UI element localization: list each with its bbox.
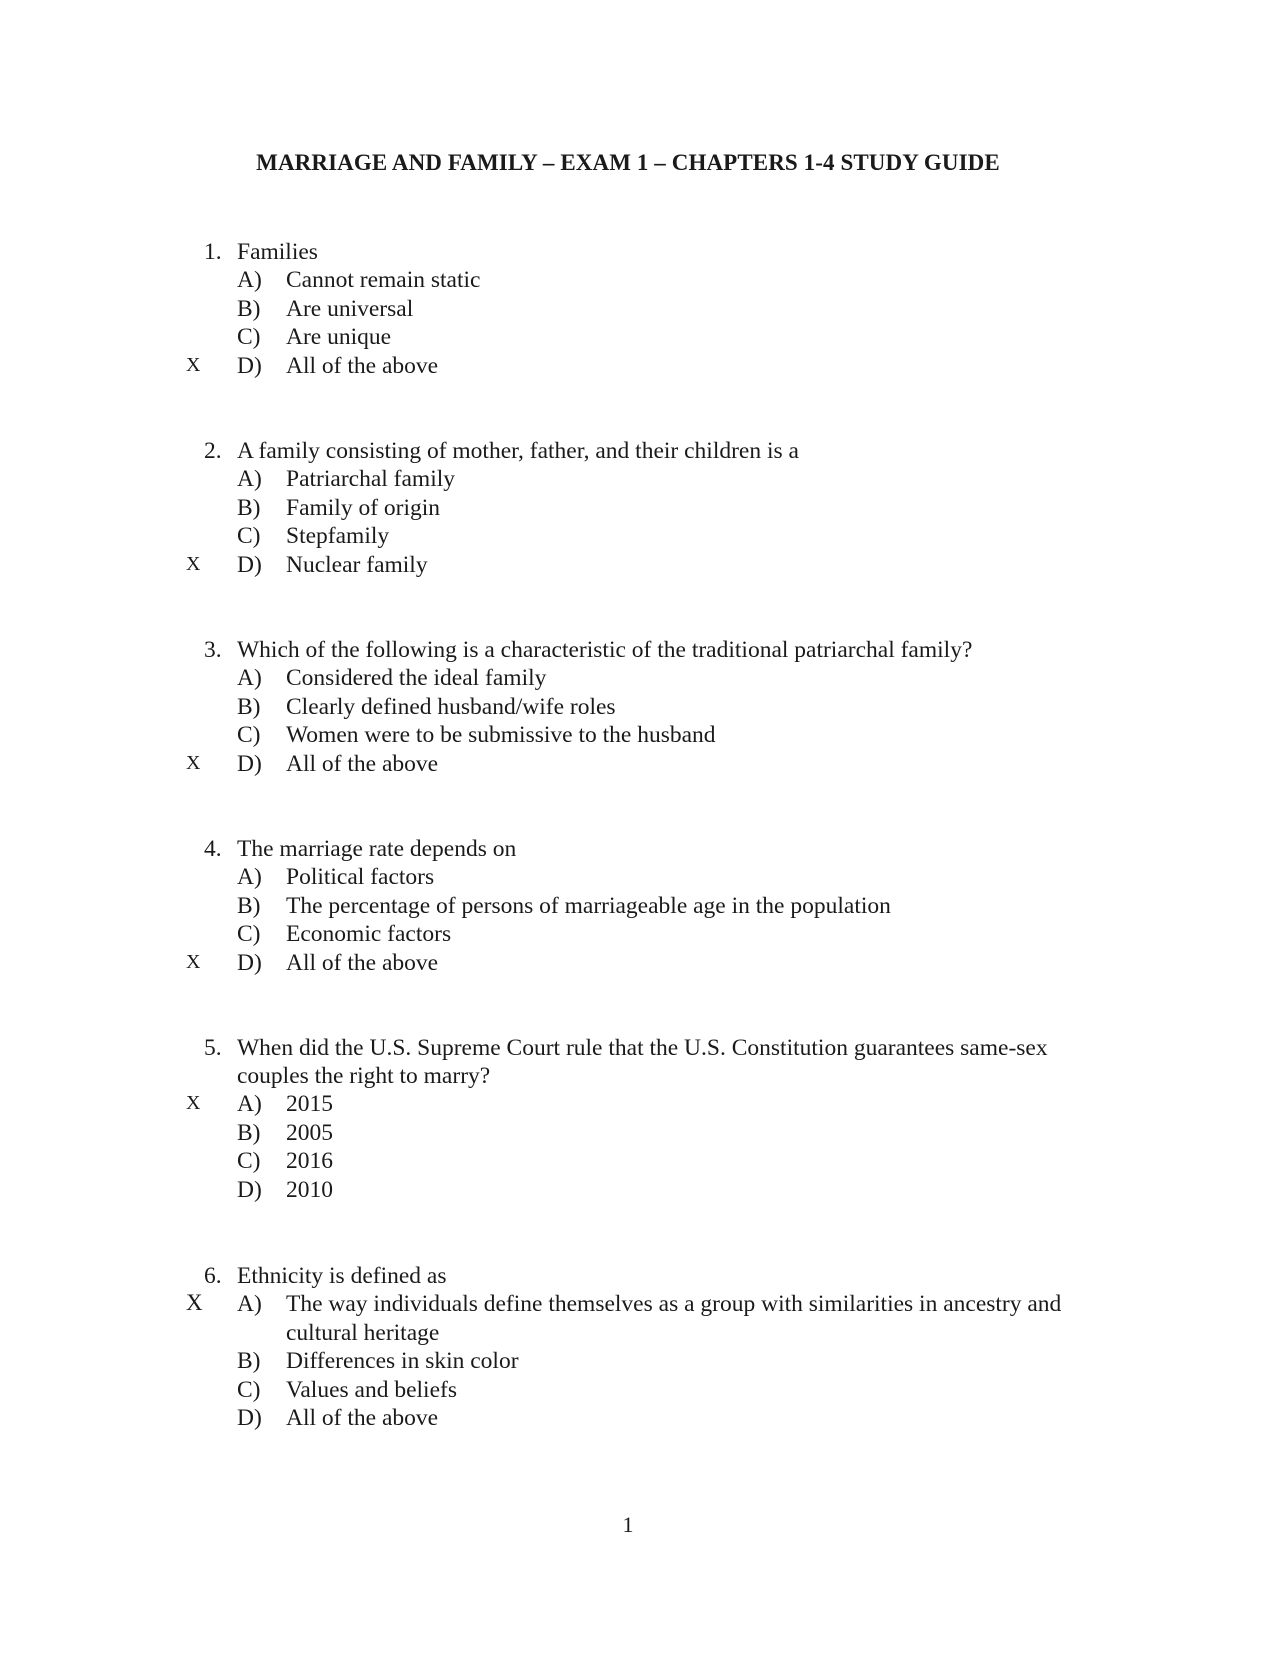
option-b <box>0 892 1280 921</box>
option-letter: D) <box>237 1405 262 1431</box>
option-a <box>0 863 1280 892</box>
option-a <box>0 266 1280 295</box>
option-letter: A) <box>237 466 262 492</box>
question-1 <box>0 238 1280 380</box>
option-letter: D) <box>237 750 262 777</box>
answer-mark: X <box>186 950 201 973</box>
option-text: Stepfamily <box>286 523 390 549</box>
option-letter: D) <box>237 551 262 578</box>
option-text: Considered the ideal family <box>286 665 547 691</box>
option-d <box>0 551 1280 580</box>
option-text: 2010 <box>286 1176 333 1203</box>
option-a <box>0 1090 1280 1119</box>
option-c <box>0 920 1280 949</box>
option-letter: D) <box>237 1176 262 1203</box>
option-d <box>0 949 1280 978</box>
question-number: 1. <box>204 239 222 265</box>
option-text: Women were to be submissive to the husband <box>286 722 716 748</box>
option-b <box>0 494 1280 523</box>
option-text: Are unique <box>286 324 392 350</box>
option-c <box>0 721 1280 750</box>
question-number: 4. <box>204 836 222 862</box>
option-text: Values and beliefs <box>286 1376 457 1403</box>
question-text: When did the U.S. Supreme Court rule that the U.S. Constitution guarantees same-sex <box>237 1035 1048 1061</box>
option-text: All of the above <box>286 750 439 777</box>
option-b <box>0 1119 1280 1148</box>
option-a <box>0 664 1280 693</box>
option-letter: D) <box>237 949 262 976</box>
question-text: Ethnicity is defined as <box>237 1263 447 1289</box>
option-letter: C) <box>237 523 261 549</box>
option-b <box>0 1347 1280 1376</box>
page-number: 1 <box>622 1512 634 1537</box>
answer-mark: X <box>186 552 201 575</box>
option-text-continued: cultural heritage <box>286 1319 440 1346</box>
question-number: 6. <box>204 1263 222 1289</box>
option-text: Family of origin <box>286 494 441 521</box>
option-letter: A) <box>237 267 262 293</box>
option-text: The way individuals define themselves as a group with similarities in ancestry and <box>286 1291 1062 1317</box>
question-3 <box>0 636 1280 778</box>
option-letter: D) <box>237 352 262 379</box>
answer-mark: X <box>186 1092 201 1114</box>
option-letter: A) <box>237 665 262 691</box>
option-d <box>0 750 1280 779</box>
option-letter: B) <box>237 892 261 919</box>
question-number: 5. <box>204 1035 222 1061</box>
option-c <box>0 323 1280 352</box>
option-d <box>0 1176 1280 1205</box>
question-number: 3. <box>204 637 222 663</box>
option-letter: B) <box>237 1119 261 1146</box>
option-text: The percentage of persons of marriageable age in the population <box>286 892 891 919</box>
option-letter: A) <box>237 1291 262 1317</box>
question-text: A family consisting of mother, father, and their children is a <box>237 438 799 464</box>
page-title: MARRIAGE AND FAMILY – EXAM 1 – CHAPTERS 1-4 STUDY GUIDE <box>256 150 1000 175</box>
option-letter: C) <box>237 921 261 947</box>
question-2 <box>0 437 1280 579</box>
option-text: 2016 <box>286 1148 333 1174</box>
option-b <box>0 295 1280 324</box>
option-a <box>0 465 1280 494</box>
option-letter: C) <box>237 722 261 748</box>
option-letter: C) <box>237 1148 261 1174</box>
option-text: All of the above <box>286 1405 439 1431</box>
question-text: The marriage rate depends on <box>237 836 517 862</box>
option-text: Political factors <box>286 864 435 890</box>
question-text: Which of the following is a characteristic of the traditional patriarchal family? <box>237 637 973 663</box>
option-b <box>0 693 1280 722</box>
option-letter: B) <box>237 693 261 720</box>
option-c <box>0 522 1280 551</box>
question-text-continued: couples the right to marry? <box>237 1063 491 1089</box>
option-text: All of the above <box>286 949 439 976</box>
option-letter: C) <box>237 1376 261 1403</box>
option-text: Patriarchal family <box>286 466 455 492</box>
option-text: Cannot remain static <box>286 267 481 293</box>
option-c <box>0 1376 1280 1405</box>
option-text: Are universal <box>286 295 414 322</box>
option-letter: C) <box>237 324 261 350</box>
option-a <box>0 1290 1280 1319</box>
answer-mark: X <box>186 1290 203 1315</box>
option-letter: A) <box>237 864 262 890</box>
option-letter: A) <box>237 1091 262 1117</box>
option-letter: B) <box>237 1348 261 1374</box>
option-d <box>0 352 1280 381</box>
question-6 <box>0 1262 1280 1433</box>
answer-mark: X <box>186 751 201 774</box>
option-d <box>0 1404 1280 1433</box>
option-text: Nuclear family <box>286 551 428 578</box>
question-4 <box>0 835 1280 977</box>
option-c <box>0 1147 1280 1176</box>
question-number: 2. <box>204 438 222 464</box>
option-text: Economic factors <box>286 921 452 947</box>
option-text: 2015 <box>286 1091 333 1117</box>
answer-mark: X <box>186 353 201 376</box>
option-text: All of the above <box>286 352 439 379</box>
option-text: Clearly defined husband/wife roles <box>286 693 616 720</box>
option-letter: B) <box>237 494 261 521</box>
option-text: 2005 <box>286 1119 333 1146</box>
question-5 <box>0 1034 1280 1204</box>
option-letter: B) <box>237 295 261 322</box>
question-text: Families <box>237 239 318 265</box>
option-text: Differences in skin color <box>286 1348 519 1374</box>
